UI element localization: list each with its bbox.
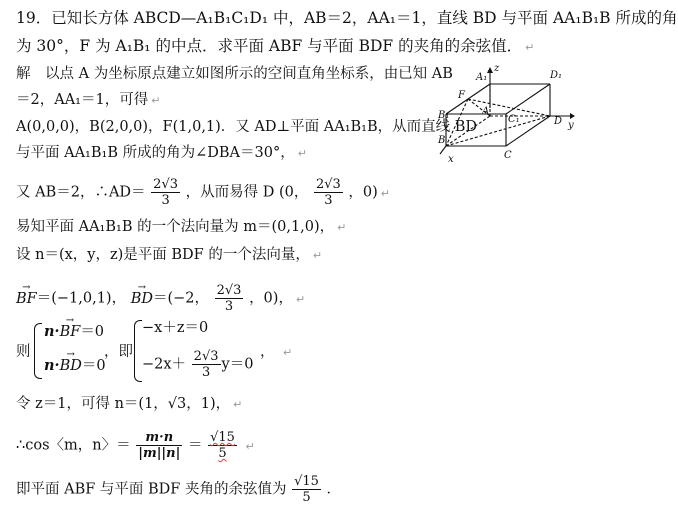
label-b1: B₁ — [438, 110, 450, 121]
cosine-computation: ∴cos〈m，n〉＝ $\frac{m\cdot n}{|m||n|}$ ＝ $\frac{√15}{5}$ ↵ — [16, 430, 255, 461]
left-brace-2 — [134, 320, 142, 382]
label-z: z — [494, 63, 500, 74]
label-d1: D₁ — [550, 70, 563, 81]
document-page: 19．已知长方体 ABCD—A₁B₁C₁D₁ 中，AB＝2，AA₁＝1，直线 BD 与平面 AA₁B₁B 所成的角 为 30°，F 为 A₁B₁ 的中点．求平面 ABF 与平面 BDF 的夹角的余弦值． ↵ 解 以点 A 为坐标原点建立如图所示的空间直角坐标系，由已知 AB ＝2，AA₁＝1，可得 ↵ A(0,0,0)，B(2,0,0)，F(1,0,1)．又 AD⊥平面 AA₁B₁B，从而直线 BD 与平面 AA₁B₁B 所成的角为∠DBA＝30°， ↵ 又 AB＝2，∴AD＝ $\frac{2√3}{3}$ ，从而易得 D (0， $\frac{2√3}{3}$ ，0) ↵ 易知平面 AA₁B₁B 的一个法向量为 m＝(0,1,0)， ↵ 设 n＝(x，y，z)是平面 BDF 的一个法向量， ↵ → BF＝(−1,0,1)， → BD＝(−2， $\frac{2√3}{3}$ ，0)， ↵ 则 n·→ BF＝0 n·→ BD＝0 ，即 −x＋z＝0 −2x＋ $\frac{2√3}{3}$ y＝0 ， ↵ 令 z＝1，可得 n＝(1，√3，1)， ↵ ∴cos〈m，n〉＝ $\frac{m\cdot n}{|m||n|}$ ＝ $\frac{√15}{5}$ ↵ 即平面 ABF 与平面 BDF 夹角的余弦值为 $\frac{√15}{5}$ ． A₁ z D₁ F B₁ C₁ A D y B C x — [0, 0, 592, 504]
label-c1: C₁ — [508, 114, 520, 125]
label-d: D — [554, 116, 563, 127]
vector-bd: → BD — [131, 289, 153, 309]
solution-given: ＝2，AA₁＝1，可得 ↵ — [16, 92, 161, 108]
normal-vector-m: 易知平面 AA₁B₁B 的一个法向量为 m＝(0,1,0)， ↵ — [16, 219, 347, 235]
problem-line-2: 为 30°，F 为 A₁B₁ 的中点．求平面 ABF 与平面 BDF 的夹角的余弦值． ↵ — [16, 37, 535, 55]
solution-intro: 解 以点 A 为坐标原点建立如图所示的空间直角坐标系，由已知 AB — [16, 66, 453, 82]
fraction-2sqrt3-over-3: $\frac{2√3}{3}$ — [153, 177, 178, 208]
vector-bf: → BF — [16, 289, 37, 309]
solution-ad-length: 又 AB＝2，∴AD＝ $\frac{2√3}{3}$ ，从而易得 D (0， $\frac{2√3}{3}$ ，0) ↵ — [16, 177, 391, 208]
label-a1: A₁ — [476, 72, 488, 83]
diagonal-b-d — [446, 116, 550, 146]
axis-y-arrow — [570, 113, 575, 119]
edge-c1-d1 — [506, 84, 550, 114]
solve-z: 令 z＝1，可得 n＝(1，√3，1)， ↵ — [16, 396, 243, 412]
fraction-dot-over-norms: $\frac{m\cdot n}{|m||n|}$ — [138, 430, 181, 461]
label-a: A — [482, 106, 490, 117]
system-eq-4: −2x＋ $\frac{2√3}{3}$ y＝0 — [142, 349, 254, 380]
label-f: F — [458, 90, 465, 101]
axis-z-arrow — [487, 67, 493, 73]
label-c: C — [504, 150, 512, 161]
cuboid-figure — [438, 58, 578, 168]
fraction-bd-y: $\frac{2√3}{3}$ — [216, 283, 242, 314]
axis-x — [440, 146, 446, 154]
label-y: y — [568, 120, 574, 131]
left-brace-1 — [34, 323, 42, 379]
fraction-sqrt15-over-5: $\frac{√15}{5}$ — [210, 430, 235, 461]
system-eq-3: −x＋z＝0 — [142, 320, 209, 336]
paragraph-mark: ↵ — [525, 41, 535, 54]
solution-angle: 与平面 AA₁B₁B 所成的角为∠DBA＝30°， ↵ — [16, 145, 307, 161]
solution-points: A(0,0,0)，B(2,0,0)，F(1,0,1)．又 AD⊥平面 AA₁B₁B，从而直线 BD — [16, 119, 478, 135]
fraction-d-coordinate: $\frac{2√3}{3}$ — [315, 177, 341, 208]
final-answer: 即平面 ABF 与平面 BDF 夹角的余弦值为 $\frac{√15}{5}$ ． — [16, 474, 342, 505]
label-b: B — [438, 135, 446, 146]
system-eq-2: n·→ BD＝0 — [44, 356, 106, 376]
system-eq-1: n·→ BF＝0 — [44, 322, 104, 342]
vectors-bf-bd: → BF＝(−1,0,1)， → BD＝(−2， $\frac{2√3}{3}$ ，0)， ↵ — [16, 283, 305, 314]
problem-line-1: 19．已知长方体 ABCD—A₁B₁C₁D₁ 中，AB＝2，AA₁＝1，直线 BD 与平面 AA₁B₁B 所成的角 — [16, 9, 678, 27]
label-x: x — [448, 154, 454, 165]
normal-vector-n: 设 n＝(x，y，z)是平面 BDF 的一个法向量， ↵ — [16, 247, 323, 263]
